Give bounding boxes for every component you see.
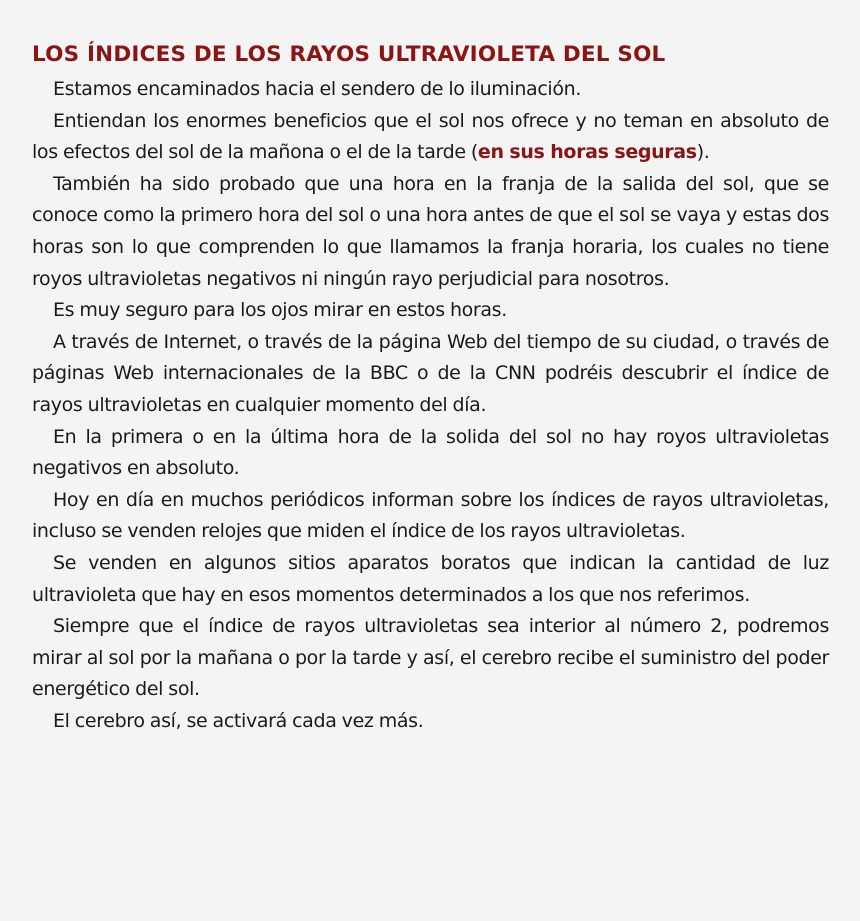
document-title: LOS ÍNDICES DE LOS RAYOS ULTRAVIOLETA DEL SOL xyxy=(32,42,666,67)
paragraph-7: Hoy en día en muchos periódicos informan sobre los índices de rayos ultravioletas, incluso se venden relojes que miden el índice de los rayos ultravioletas. xyxy=(32,488,829,543)
paragraph-9: Siempre que el índice de rayos ultravioletas sea interior al número 2, podremos mirar al sol por la mañana o por la tarde y así, el cerebro recibe el suministro del poder energético del sol. xyxy=(32,615,829,701)
highlighted-phrase: en sus horas seguras xyxy=(477,141,697,164)
paragraph-2-text-after: ). xyxy=(696,141,710,164)
paragraph-10: El cerebro así, se activará cada vez más. xyxy=(53,709,424,732)
paragraph-6: En la primera o en la última hora de la solida del sol no hay royos ultravioletas negativos en absoluto. xyxy=(32,425,829,480)
document-page xyxy=(32,38,829,737)
paragraph-3: También ha sido probado que una hora en la franja de la salida del sol, que se conoce como la primero hora del sol o una hora antes de que el sol se vaya y estas dos horas son lo que comprenden lo que llamamos la franja horaria, los cuales no tiene royos ultravioletas negativos ni ningún rayo perjudicial para nosotros. xyxy=(32,172,829,290)
paragraph-2-text-before: Entiendan los enormes beneficios que el sol nos ofrece y no teman en absoluto de los efectos del sol de la mañona o el de la tarde ( xyxy=(32,109,829,164)
paragraph-8: Se venden en algunos sitios aparatos boratos que indican la cantidad de luz ultravioleta que hay en esos momentos determinados a los que nos referimos. xyxy=(32,551,829,606)
paragraph-1: Estamos encaminados hacia el sendero de lo iluminación. xyxy=(53,78,582,100)
paragraph-2 xyxy=(32,106,829,169)
paragraph-4: Es muy seguro para los ojos mirar en estos horas. xyxy=(53,299,507,322)
paragraph-5: A través de Internet, o través de la página Web del tiempo de su ciudad, o través de páginas Web internacionales de la BBC o de la CNN podréis descubrir el índice de rayos ultravioletas en cualquier momento del día. xyxy=(32,330,829,416)
